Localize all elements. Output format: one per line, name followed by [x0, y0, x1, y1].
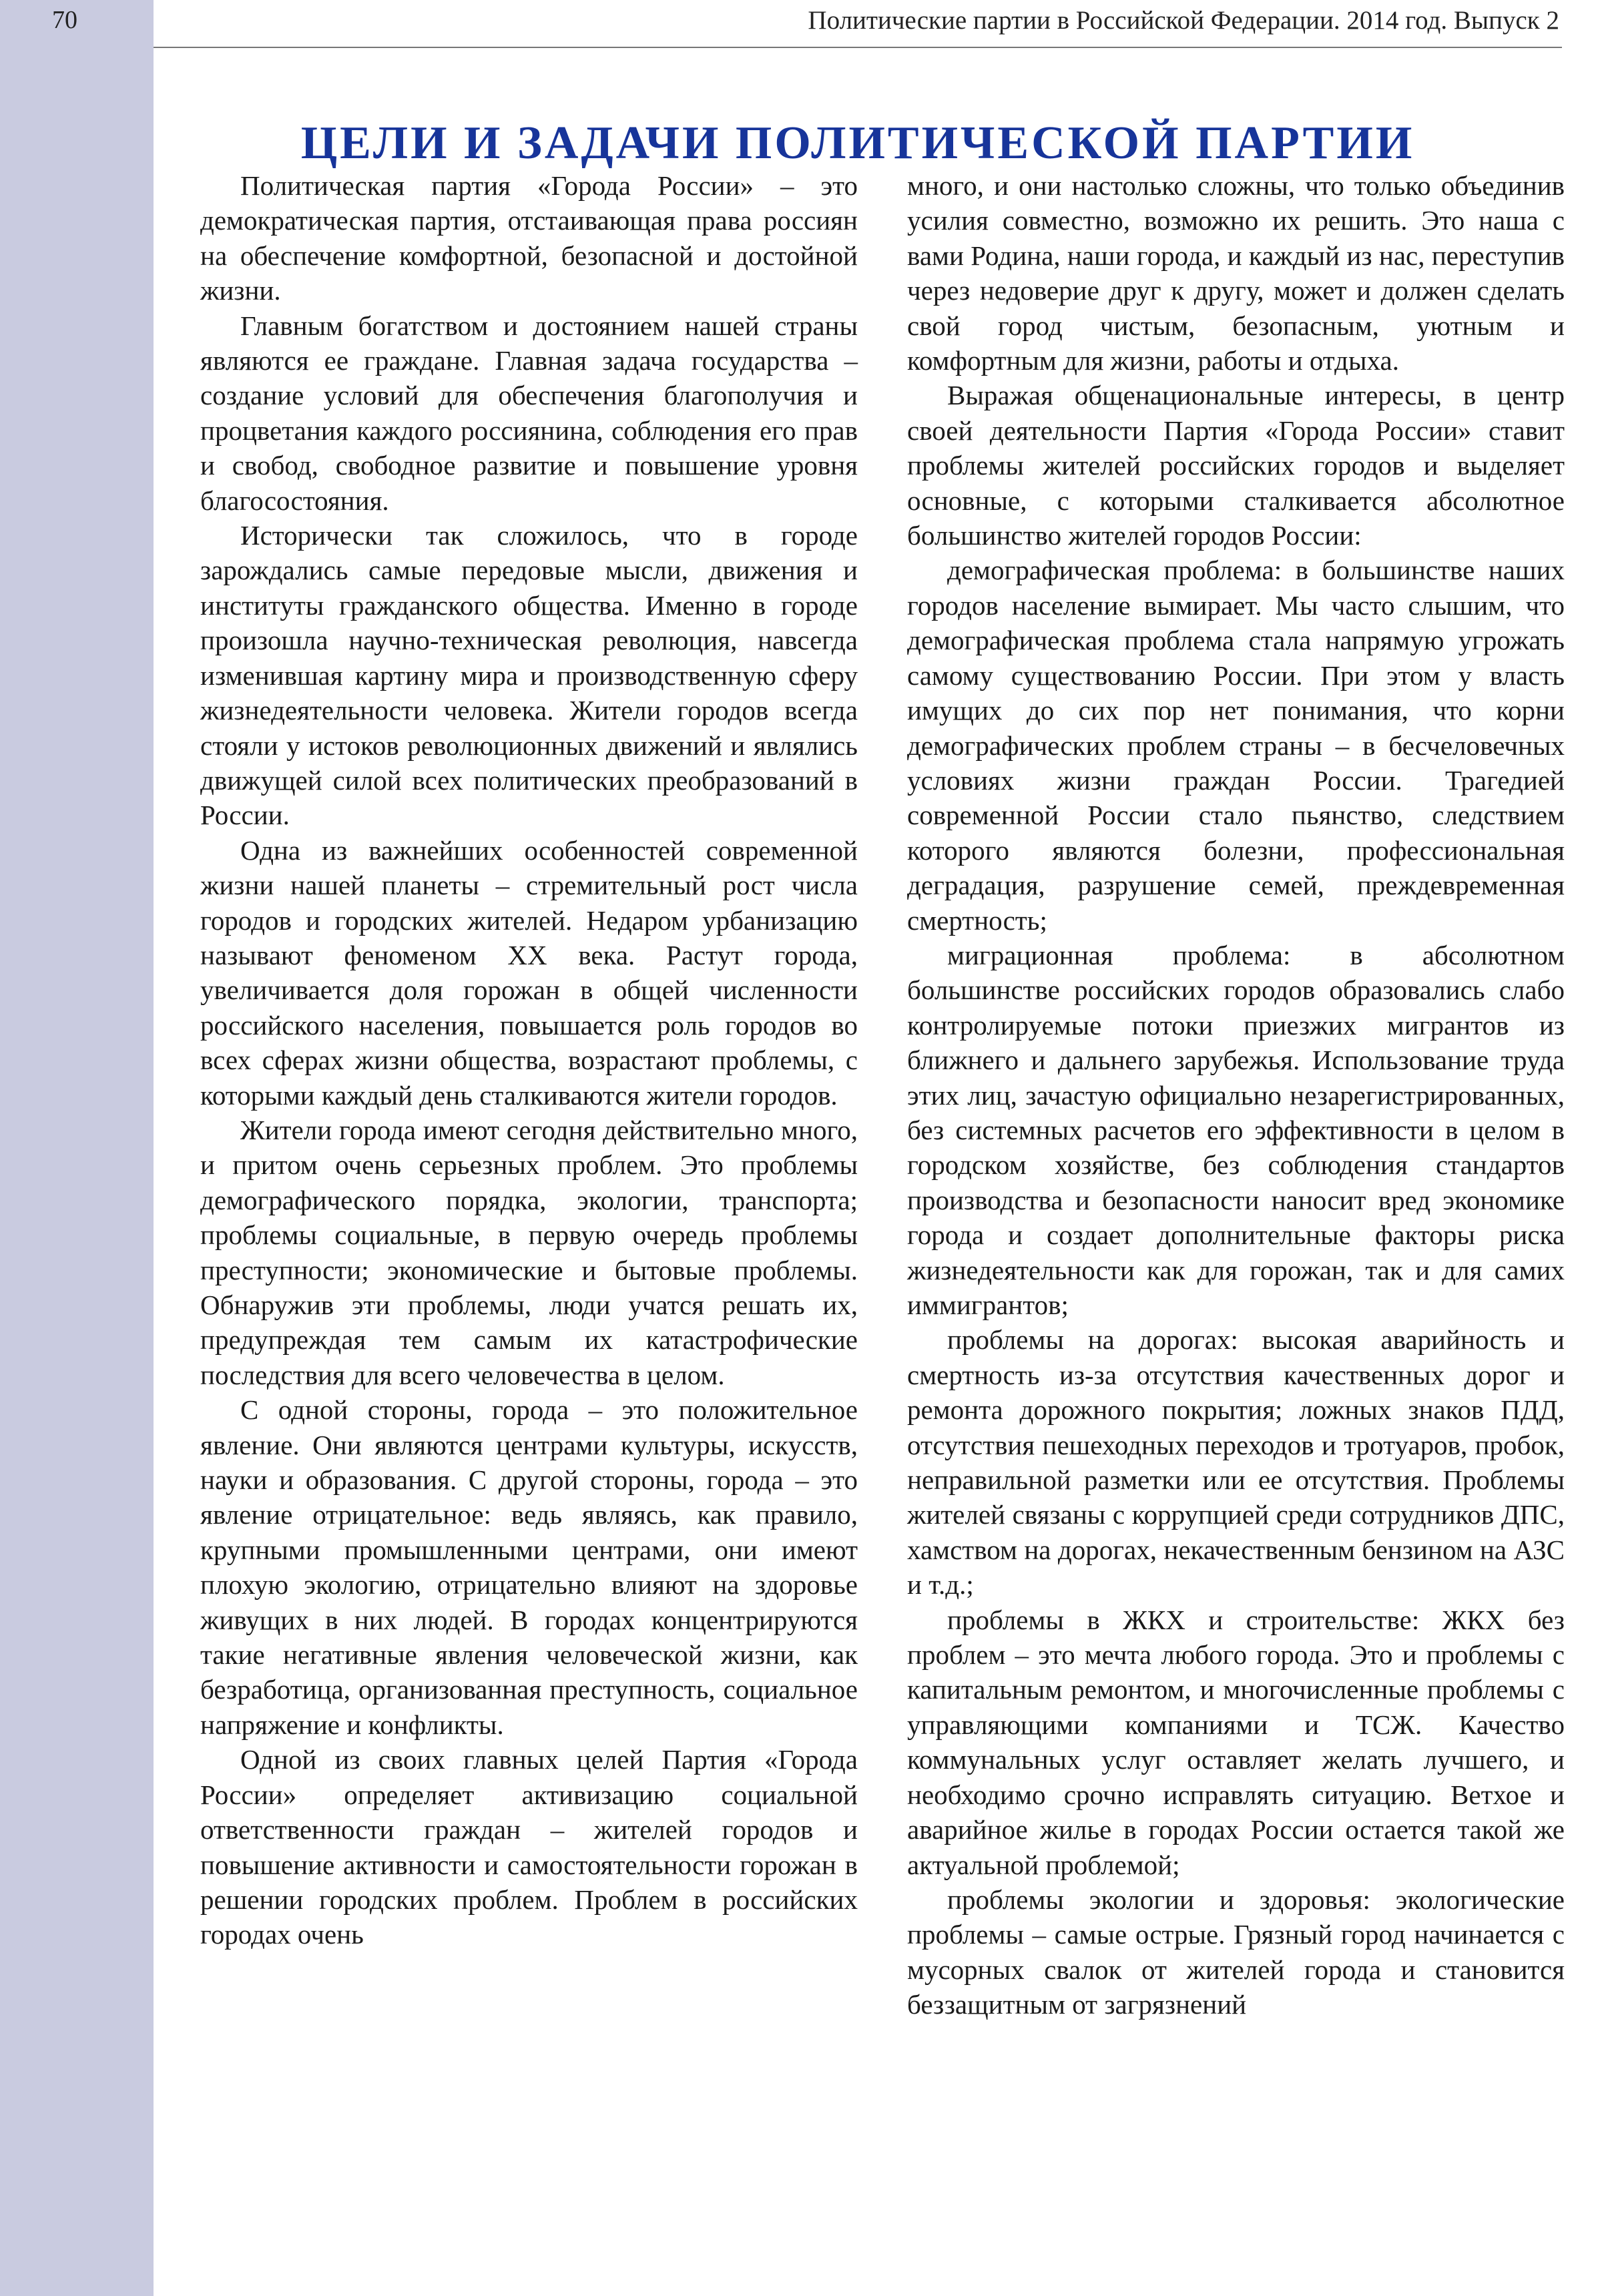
paragraph: Жители города имеют сегодня действительно много, и притом очень серьезных проблем. Это проблемы демографического порядка, экологии, транспорта; проблемы социальные, в первую очередь проблемы преступности; экономические и бытовые проблемы. Обнаружив эти проблемы, люди учатся решать их, предупреждая тем самым их катастрофические последствия для всего человечества в целом.: [200, 1114, 858, 1390]
paragraph-continued: много, и они настолько сложны, что только объединив усилия совместно, возможно их решить. Это наша с вами Родина, наши города, и каждый из нас, переступив через недоверие друг к другу, может и должен сделать свой город чистым, безопасным, уютным и комфортным для жизни, работы и отдыха.: [907, 170, 1565, 376]
side-margin-band: [0, 0, 154, 2296]
paragraph: С одной стороны, города – это положительное явление. Они являются центрами культуры, искусств, науки и образования. С другой стороны, города – это явление отрицательное: ведь являясь, как правило, крупными промышленными центрами, они имеют плохую экологию, отрицательно влияют на здоровье живущих в них людей. В городах концентрируются такие негативные явления человеческой жизни, как безработица, организованная преступность, социальное напряжение и конфликты.: [200, 1394, 858, 1740]
text-columns: [200, 168, 1565, 2277]
paragraph: Одна из важнейших особенностей современной жизни нашей планеты – стремительный рост числа городов и городских жителей. Недаром урбанизацию называют феноменом XX века. Растут города, увеличивается доля горожан в общей численности российского населения, повышается роль городов во всех сферах жизни общества, возрастают проблемы, с которыми каждый день сталкиваются жители городов.: [200, 834, 858, 1111]
list-paragraph: миграционная проблема: в абсолютном большинстве российских городов образовались слабо контролируемые потоки приезжих мигрантов из ближнего и дальнего зарубежья. Использование труда этих лиц, зачастую официально незарегистрированных, без системных расчетов его эффективности в целом в городском хозяйстве, без соблюдения стандартов производства и безопасности наносит вред экономике города и создает дополнительные факторы риска жизнедеятельности как для горожан, так и для самих иммигрантов;: [907, 939, 1565, 1320]
paragraph: Исторически так сложилось, что в городе зарождались самые передовые мысли, движения и институты гражданского общества. Именно в городе произошла научно-техническая революция, навсегда изменившая картину мира и производственную сферу жизнедеятельности человека. Жители городов всегда стояли у истоков революционных движений и являлись движущей силой всех политических преобразований в России.: [200, 520, 858, 831]
paragraph: Одной из своих главных целей Партия «Города России» определяет активизацию социальной ответственности граждан – жителей городов и повышение активности и самостоятельности горожан в решении городских проблем. Проблем в российских городах очень: [200, 1744, 858, 1950]
list-paragraph: проблемы экологии и здоровья: экологические проблемы – самые острые. Грязный город начинается с мусорных свалок от жителей города и становится беззащитным от загрязнений: [907, 1884, 1565, 2020]
list-paragraph: проблемы в ЖКХ и строительстве: ЖКХ без проблем – это мечта любого города. Это и проблемы с капитальным ремонтом, и многочисленные проблемы с управляющими компаниями и ТСЖ. Качество коммунальных услуг оставляет желать лучшего, и необходимо срочно исправлять ситуацию. Ветхое и аварийное жилье в городах России остается такой же актуальной проблемой;: [907, 1604, 1565, 1880]
header-rule: [154, 47, 1562, 48]
paragraph: Выражая общенациональные интересы, в центр своей деятельности Партия «Города России» ставит проблемы жителей российских городов и выделяет основные, с которыми сталкивается абсолютное большинство жителей городов России:: [907, 380, 1565, 551]
running-header: Политические партии в Российской Федерации. 2014 год. Выпуск 2: [808, 6, 1559, 35]
paragraph: Главным богатством и достоянием нашей страны являются ее граждане. Главная задача государства – создание условий для обеспечения благополучия и процветания каждого россиянина, соблюдения его прав и свобод, свободное развитие и повышение уровня благосостояния.: [200, 310, 858, 516]
page-number: 70: [52, 6, 77, 34]
paragraph: Политическая партия «Города России» – это демократическая партия, отстаивающая права россиян на обеспечение комфортной, безопасной и достойной жизни.: [200, 170, 858, 306]
list-paragraph: демографическая проблема: в большинстве наших городов население вымирает. Мы часто слышим, что демографическая проблема стала напрямую угрожать самому существованию России. При этом у власть имущих до сих пор нет понимания, что корни демографических проблем страны – в бесчеловечных условиях жизни граждан России. Трагедией современной России стало пьянство, следствием которого являются болезни, профессиональная деградация, разрушение семей, преждевременная смертность;: [907, 555, 1565, 936]
left-column: [200, 168, 858, 2277]
right-column: [907, 168, 1565, 2277]
list-paragraph: проблемы на дорогах: высокая аварийность и смертность из-за отсутствия качественных дорог и ремонта дорожного покрытия; ложных знаков ПДД, отсутствия пешеходных переходов и тротуаров, пробок, неправильной разметки или ее отсутствия. Проблемы жителей связаны с коррупцией среди сотрудников ДПС, хамством на дорогах, некачественным бензином на АЗС и т.д.;: [907, 1324, 1565, 1601]
page-title: ЦЕЛИ И ЗАДАЧИ ПОЛИТИЧЕСКОЙ ПАРТИИ: [300, 117, 1415, 169]
